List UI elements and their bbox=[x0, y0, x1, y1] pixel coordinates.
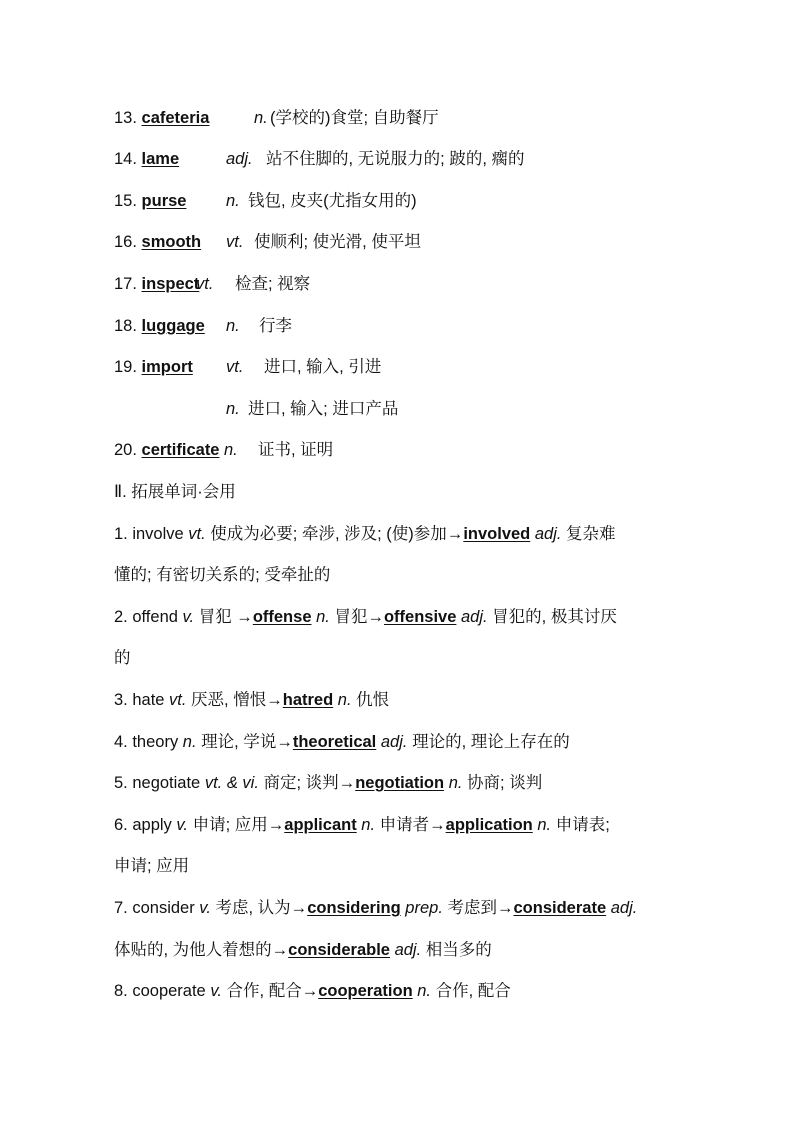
text-span: v. bbox=[176, 816, 188, 834]
text-span: vt. bbox=[188, 525, 206, 543]
text-span: n. bbox=[417, 982, 432, 1000]
vocab-pos: vt. bbox=[196, 275, 214, 293]
text-span: vt. bbox=[169, 691, 187, 709]
text-span: 2. offend bbox=[114, 608, 183, 626]
text-span: 合作, 配合 bbox=[431, 982, 511, 1000]
vocab-word: import bbox=[141, 358, 193, 376]
text-span: 16. bbox=[114, 233, 142, 251]
text-span: n. bbox=[361, 816, 376, 834]
extended-item-2 bbox=[114, 607, 684, 627]
text-span: 5. negotiate bbox=[114, 774, 205, 792]
vocab-pos: n. bbox=[224, 441, 238, 459]
text-span: adj. bbox=[460, 608, 488, 626]
vocab-definition: 检查; 视察 bbox=[235, 275, 311, 293]
extended-item-1 bbox=[114, 524, 684, 544]
extended-item-6-cont: 申请; 应用 bbox=[114, 857, 190, 875]
vocab-item-18 bbox=[114, 316, 684, 336]
text-span: 19. bbox=[114, 358, 142, 376]
text-span: offensive bbox=[383, 608, 457, 626]
text-span: 协商; 谈判 bbox=[462, 774, 543, 792]
extended-item-7 bbox=[114, 898, 684, 918]
vocab-definition: 钱包, 皮夹(尤指女用的) bbox=[248, 192, 417, 210]
text-span: 7. consider bbox=[114, 899, 200, 917]
text-span: v. bbox=[210, 982, 222, 1000]
text-span: 厌恶, 憎恨→ bbox=[186, 691, 283, 709]
text-span: adj. bbox=[610, 899, 638, 917]
text-span: 申请者→ bbox=[375, 816, 446, 834]
text-span: 申请表; bbox=[551, 816, 610, 834]
extended-item-4 bbox=[114, 732, 684, 752]
extended-item-6 bbox=[114, 815, 684, 835]
text-span: n. bbox=[448, 774, 463, 792]
text-span: hatred bbox=[282, 691, 334, 709]
text-span: n. bbox=[316, 608, 330, 626]
text-span: application bbox=[445, 816, 533, 834]
vocab-word: inspect bbox=[141, 275, 200, 293]
text-span: 冒犯→ bbox=[329, 608, 384, 626]
text-span: 17. bbox=[114, 275, 142, 293]
vocab-definition: 站不住脚的, 无说服力的; 跛的, 瘸的 bbox=[266, 150, 525, 168]
text-span: 相当多的 bbox=[421, 941, 492, 959]
text-span: 复杂难 bbox=[561, 525, 616, 543]
text-span: 考虑到→ bbox=[442, 899, 514, 917]
vocab-word: smooth bbox=[141, 233, 202, 251]
text-span: theoretical bbox=[292, 733, 377, 751]
extended-item-3 bbox=[114, 690, 684, 710]
extended-item-2-cont: 的 bbox=[114, 649, 131, 667]
text-span: adj. bbox=[380, 733, 408, 751]
text-span: n. bbox=[537, 816, 552, 834]
text-span: 3. hate bbox=[114, 691, 170, 709]
vocab-item-19 bbox=[114, 357, 684, 377]
vocab-pos: n. bbox=[226, 192, 240, 210]
vocab-item-13 bbox=[114, 108, 684, 128]
vocab-word: lame bbox=[141, 150, 180, 168]
extended-item-7-cont bbox=[114, 940, 684, 960]
vocab-item-15 bbox=[114, 191, 684, 211]
vocab-pos: n. bbox=[226, 400, 240, 418]
vocab-definition: 进口, 输入; 进口产品 bbox=[248, 400, 399, 418]
vocab-definition: 行李 bbox=[259, 317, 292, 335]
text-span: involved bbox=[463, 525, 531, 543]
vocab-word: certificate bbox=[141, 441, 220, 459]
text-span: 冒犯的, 极其讨厌 bbox=[487, 608, 617, 626]
text-span: v. bbox=[182, 608, 195, 626]
vocab-word: purse bbox=[141, 192, 187, 210]
text-span: 13. bbox=[114, 109, 142, 127]
vocab-definition: (学校的)食堂; 自助餐厅 bbox=[270, 109, 439, 127]
extended-item-5 bbox=[114, 773, 684, 793]
vocab-definition: 使顺利; 使光滑, 使平坦 bbox=[254, 233, 421, 251]
text-span: 20. bbox=[114, 441, 142, 459]
text-span: 合作, 配合→ bbox=[221, 982, 319, 1000]
text-span: 考虑, 认为→ bbox=[210, 899, 308, 917]
text-span: vt. & vi. bbox=[204, 774, 259, 792]
text-span: 15. bbox=[114, 192, 142, 210]
text-span: adj. bbox=[394, 941, 422, 959]
text-span: 使成为必要; 牵涉, 涉及; (使)参加→ bbox=[205, 525, 464, 543]
vocab-pos: vt. bbox=[226, 233, 244, 251]
vocab-pos: vt. bbox=[226, 358, 244, 376]
text-span: considering bbox=[307, 899, 401, 917]
text-span: cooperation bbox=[318, 982, 413, 1000]
text-span: 4. theory bbox=[114, 733, 183, 751]
text-span: adj. bbox=[534, 525, 562, 543]
text-span: 体贴的, 为他人着想的→ bbox=[114, 941, 289, 959]
text-span: offense bbox=[252, 608, 312, 626]
text-span: 14. bbox=[114, 150, 142, 168]
text-span: 理论的, 理论上存在的 bbox=[407, 733, 570, 751]
text-span: v. bbox=[199, 899, 211, 917]
vocab-word: luggage bbox=[141, 317, 205, 335]
text-span: considerable bbox=[288, 941, 390, 959]
vocab-definition: 进口, 输入, 引进 bbox=[264, 358, 382, 376]
vocab-item-16 bbox=[114, 232, 684, 252]
vocab-item-17 bbox=[114, 274, 684, 294]
text-span: 1. involve bbox=[114, 525, 189, 543]
vocab-definition: 证书, 证明 bbox=[258, 441, 334, 459]
vocab-word: cafeteria bbox=[141, 109, 210, 127]
text-span: considerate bbox=[513, 899, 607, 917]
text-span: applicant bbox=[284, 816, 357, 834]
text-span: 商定; 谈判→ bbox=[258, 774, 356, 792]
text-span: prep. bbox=[405, 899, 443, 917]
vocab-item-14 bbox=[114, 149, 684, 169]
text-span: 冒犯 → bbox=[194, 608, 253, 626]
text-span: 申请; 应用→ bbox=[188, 816, 285, 834]
extended-item-8 bbox=[114, 981, 684, 1001]
text-span: 仇恨 bbox=[351, 691, 390, 709]
vocab-pos: adj. bbox=[226, 150, 253, 168]
text-span: negotiation bbox=[355, 774, 445, 792]
vocab-pos: n. bbox=[254, 109, 268, 127]
section-title: Ⅱ. 拓展单词·会用 bbox=[114, 483, 236, 501]
vocab-item-20 bbox=[114, 440, 684, 460]
text-span: 理论, 学说→ bbox=[196, 733, 293, 751]
text-span: 18. bbox=[114, 317, 142, 335]
vocab-pos: n. bbox=[226, 317, 240, 335]
extended-item-1-cont: 懂的; 有密切关系的; 受牵扯的 bbox=[114, 566, 331, 584]
text-span: n. bbox=[182, 733, 197, 751]
text-span: 6. apply bbox=[114, 816, 177, 834]
text-span: 8. cooperate bbox=[114, 982, 211, 1000]
text-span: n. bbox=[337, 691, 352, 709]
